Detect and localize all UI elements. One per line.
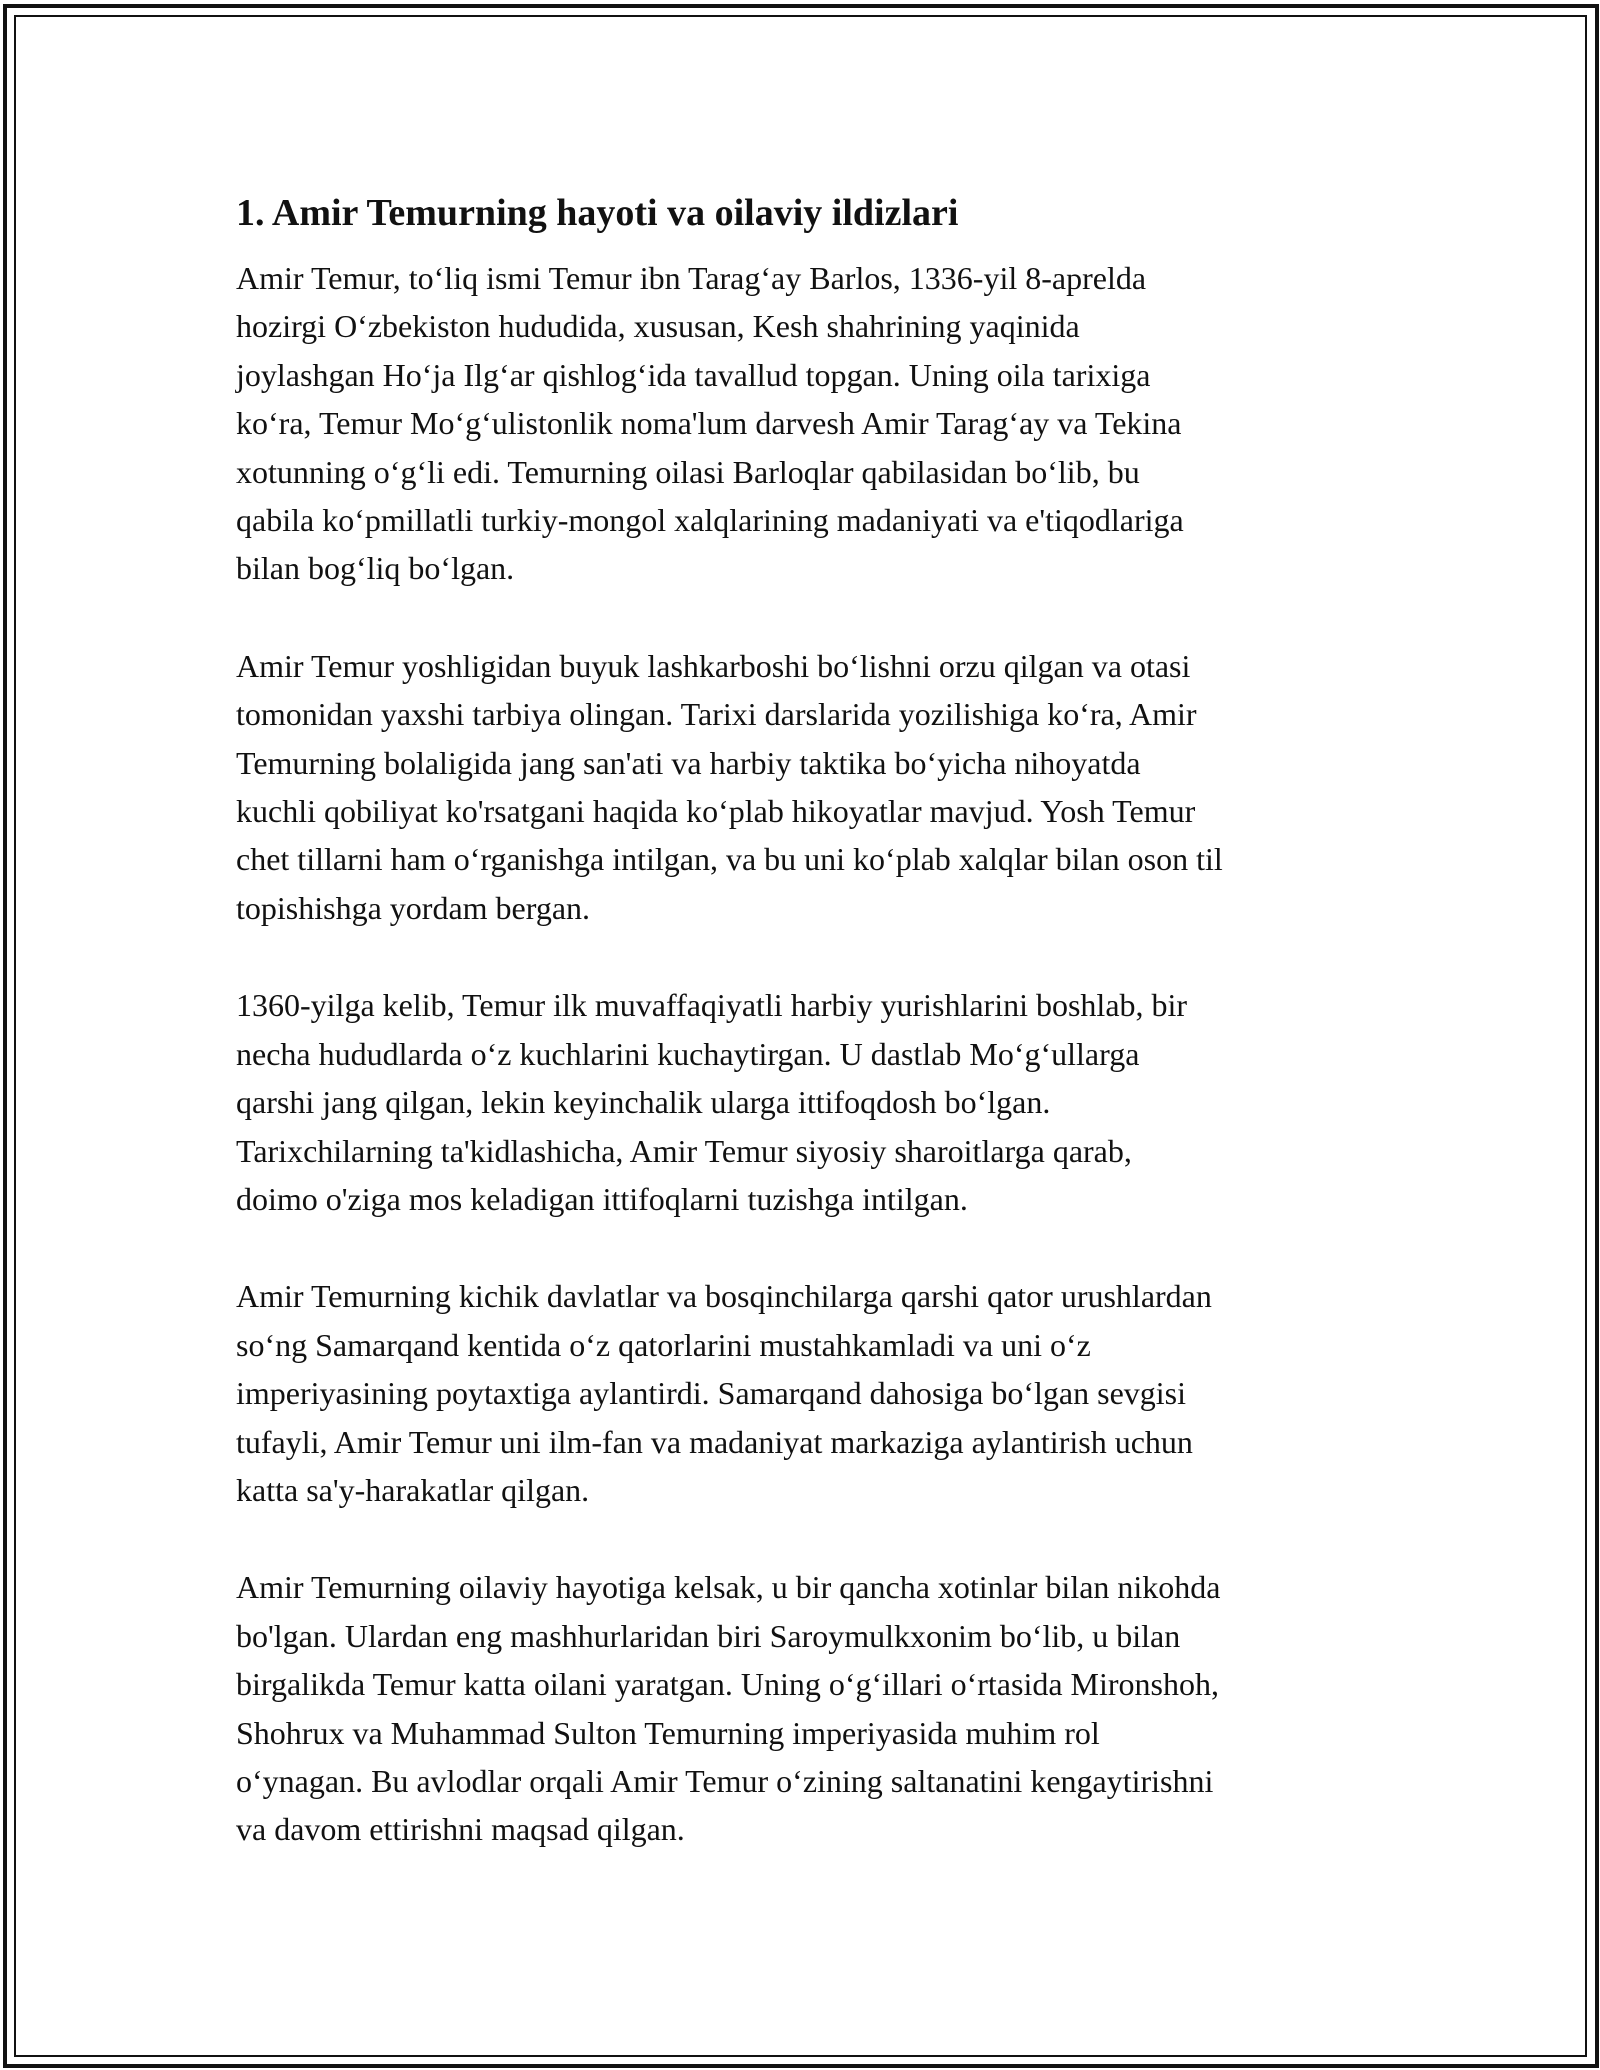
paragraph-line: Temurning bolaligida jang san'ati va harbiy taktika bo‘yicha nihoyatda (236, 744, 1141, 781)
paragraph-line: so‘ng Samarqand kentida o‘z qatorlarini mustahkamladi va uni o‘z (236, 1326, 1091, 1363)
body-paragraph (236, 1563, 1386, 1853)
section-heading: 1. Amir Temurning hayoti va oilaviy ildizlari (236, 192, 959, 234)
body-paragraph (236, 1272, 1386, 1514)
paragraph-line: tomonidan yaxshi tarbiya olingan. Tarixi darslarida yozilishiga ko‘ra, Amir (236, 696, 1197, 733)
paragraph-line: katta sa'y-harakatlar qilgan. (236, 1471, 590, 1508)
paragraph-line: Amir Temurning oilaviy hayotiga kelsak, u bir qancha xotinlar bilan nikohda (236, 1569, 1221, 1606)
paragraph-line: necha hududlarda o‘z kuchlarini kuchaytirgan. U dastlab Mo‘g‘ullarga (236, 1035, 1140, 1072)
paragraph-line: qarshi jang qilgan, lekin keyinchalik ularga ittifoqdosh bo‘lgan. (236, 1084, 1051, 1121)
paragraph-line: chet tillarni ham o‘rganishga intilgan, va bu uni ko‘plab xalqlar bilan oson til (236, 841, 1223, 878)
document-body (236, 186, 1386, 1903)
paragraph-line: Amir Temur, to‘liq ismi Temur ibn Tarag‘ay Barlos, 1336-yil 8-aprelda (236, 260, 1147, 296)
body-paragraph (236, 981, 1386, 1223)
paragraph-line: o‘ynagan. Bu avlodlar orqali Amir Temur o‘zining saltanatini kengaytirishni (236, 1762, 1214, 1799)
paragraph-line: joylashgan Ho‘ja Ilg‘ar qishlog‘ida tavallud topgan. Uning oila tarixiga (236, 356, 1151, 393)
paragraph-line: bo'lgan. Ulardan eng mashhurlaridan biri Saroymulkxonim bo‘lib, u bilan (236, 1617, 1181, 1654)
paragraph-line: xotunning o‘g‘li edi. Temurning oilasi Barloqlar qabilasidan bo‘lib, bu (236, 453, 1140, 490)
paragraph-line: kuchli qobiliyat ko'rsatgani haqida ko‘plab hikoyatlar mavjud. Yosh Temur (236, 793, 1196, 830)
paragraph-line: Amir Temur yoshligidan buyuk lashkarboshi bo‘lishni orzu qilgan va otasi (236, 647, 1191, 684)
paragraph-list (236, 254, 1386, 1854)
paragraph-line: bilan bog‘liq bo‘lgan. (236, 550, 515, 587)
paragraph-line: Amir Temurning kichik davlatlar va bosqinchilarga qarshi qator urushlardan (236, 1278, 1212, 1315)
body-paragraph (236, 254, 1386, 593)
paragraph-line: hozirgi O‘zbekiston hududida, xususan, Kesh shahrining yaqinida (236, 308, 1080, 345)
paragraph-line: doimo o'ziga mos keladigan ittifoqlarni tuzishga intilgan. (236, 1180, 968, 1217)
paragraph-line: Tarixchilarning ta'kidlashicha, Amir Temur siyosiy sharoitlarga qarab, (236, 1132, 1132, 1169)
paragraph-line: ko‘ra, Temur Mo‘g‘ulistonlik noma'lum darvesh Amir Tarag‘ay va Tekina (236, 405, 1182, 442)
paragraph-line: tufayli, Amir Temur uni ilm-fan va madaniyat markaziga aylantirish uchun (236, 1423, 1193, 1460)
paragraph-line: 1360-yilga kelib, Temur ilk muvaffaqiyatli harbiy yurishlarini boshlab, bir (236, 987, 1188, 1024)
paragraph-line: topishishga yordam bergan. (236, 889, 591, 926)
paragraph-line: imperiyasining poytaxtiga aylantirdi. Samarqand dahosiga bo‘lgan sevgisi (236, 1375, 1187, 1412)
paragraph-line: va davom ettirishni maqsad qilgan. (236, 1811, 685, 1848)
paragraph-line: birgalikda Temur katta oilani yaratgan. Uning o‘g‘illari o‘rtasida Mironshoh, (236, 1666, 1219, 1703)
paragraph-line: Shohrux va Muhammad Sulton Temurning imperiyasida muhim rol (236, 1714, 1100, 1751)
body-paragraph (236, 642, 1386, 932)
paragraph-line: qabila ko‘pmillatli turkiy-mongol xalqlarining madaniyati va e'tiqodlariga (236, 502, 1184, 539)
